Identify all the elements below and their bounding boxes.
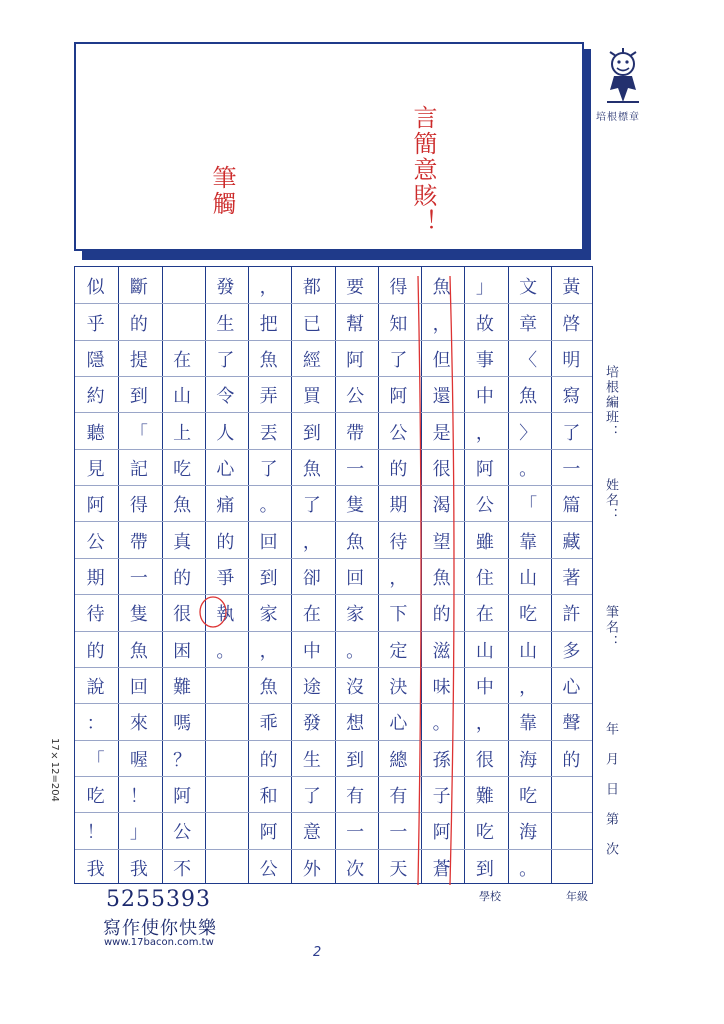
grid-row-line (75, 703, 592, 704)
handwritten-char: 了 (216, 349, 235, 371)
handwritten-char: 令 (216, 386, 235, 408)
handwritten-char: 。 (346, 640, 365, 662)
handwritten-char: ， (519, 677, 538, 699)
handwritten-char: 次 (346, 858, 365, 880)
handwritten-char: 提 (129, 349, 148, 371)
handwritten-char: 」 (475, 277, 494, 299)
handwritten-char: 公 (173, 822, 192, 844)
handwritten-char: 我 (129, 858, 148, 880)
handwritten-char: 的 (129, 313, 148, 335)
handwritten-char: 很 (173, 604, 192, 626)
handwritten-char (166, 310, 198, 336)
handwritten-char: 在 (302, 604, 321, 626)
handwritten-char: 到 (302, 422, 321, 444)
handwritten-char: 生 (216, 313, 235, 335)
handwritten-char: 途 (302, 677, 321, 699)
name-label: 姓名： (603, 478, 618, 523)
handwritten-char: 已 (302, 313, 321, 335)
sheet-size-label: 17×12=204 (49, 738, 60, 802)
handwritten-char: 魚 (259, 677, 278, 699)
handwritten-char: 天 (389, 858, 408, 880)
handwritten-char: ！ (129, 786, 148, 808)
handwritten-char: 明 (562, 349, 581, 371)
grid-row-line (75, 303, 592, 304)
handwritten-char: 子 (432, 786, 451, 808)
handwritten-char: 來 (129, 713, 148, 735)
handwritten-char: 啓 (562, 313, 581, 335)
footer-code: 5255393 (106, 887, 211, 912)
handwritten-char: 山 (519, 640, 538, 662)
grid-column-line (551, 267, 552, 883)
school-label: 學校 (479, 890, 501, 903)
handwritten-char: 外 (302, 858, 321, 880)
handwritten-char: 真 (173, 531, 192, 553)
handwritten-char: 到 (475, 858, 494, 880)
handwritten-char: 公 (475, 495, 494, 517)
handwritten-char: 痛 (216, 495, 235, 517)
handwritten-char: 中 (475, 386, 494, 408)
handwritten-char: 。 (259, 495, 278, 517)
grid-column-line (335, 267, 336, 883)
handwritten-char: 望 (432, 531, 451, 553)
handwritten-char: 魚 (432, 277, 451, 299)
handwritten-char: 魚 (346, 531, 365, 553)
handwritten-char: 到 (259, 568, 278, 589)
handwritten-char: 文 (519, 277, 538, 299)
handwritten-char: 心 (389, 713, 408, 735)
handwritten-char: 難 (173, 677, 192, 699)
handwritten-char: 。 (216, 640, 235, 662)
handwritten-char: 了 (302, 786, 321, 808)
handwritten-char: 魚 (519, 386, 538, 408)
handwritten-char: 但 (432, 349, 451, 371)
handwritten-char: 山 (475, 640, 494, 662)
handwritten-char: 雖 (475, 531, 494, 553)
grid-row-line (75, 812, 592, 813)
grade-label: 年級 (566, 890, 588, 903)
handwritten-char: 有 (346, 786, 365, 808)
grid-row-line (75, 849, 592, 850)
handwritten-char: 待 (86, 604, 105, 626)
grid-row-line (75, 449, 592, 450)
handwritten-char: 〈 (519, 349, 538, 371)
grid-row-line (75, 485, 592, 486)
handwritten-char: 在 (475, 604, 494, 626)
handwritten-char: 買 (302, 386, 321, 408)
handwritten-char: 經 (302, 349, 321, 371)
handwritten-char: 帶 (129, 531, 148, 553)
handwritten-char: 阿 (346, 349, 365, 371)
handwritten-char: 要 (346, 277, 365, 299)
handwritten-char: 一 (389, 822, 408, 844)
handwritten-char: 阿 (432, 822, 451, 844)
handwritten-char: 回 (129, 677, 148, 699)
handwritten-char: 知 (389, 313, 408, 335)
handwritten-char: 隻 (129, 604, 148, 626)
handwritten-char (166, 273, 198, 299)
handwritten-char: ， (259, 640, 278, 662)
handwritten-char: 事 (475, 349, 494, 371)
handwritten-char: 許 (562, 604, 581, 626)
handwritten-char: 吃 (173, 458, 192, 480)
handwritten-char: 發 (302, 713, 321, 735)
handwritten-char: 公 (259, 858, 278, 880)
handwritten-char: 中 (302, 640, 321, 662)
grid-row-line (75, 558, 592, 559)
handwritten-char: 山 (519, 568, 538, 589)
handwritten-char: 得 (129, 495, 148, 517)
handwritten-char: 心 (562, 677, 581, 699)
handwritten-char: 聽 (86, 422, 105, 444)
handwritten-char: 阿 (86, 495, 105, 517)
handwritten-char: 「 (86, 749, 105, 771)
handwritten-char: 得 (389, 277, 408, 299)
handwritten-char: 「 (519, 495, 538, 517)
grid-row-line (75, 667, 592, 668)
handwritten-char: 到 (346, 749, 365, 771)
handwritten-char: 約 (86, 386, 105, 408)
handwritten-char: 魚 (302, 458, 321, 480)
handwritten-char: 故 (475, 313, 494, 335)
handwritten-char: 記 (129, 458, 148, 480)
handwritten-char: 公 (86, 531, 105, 553)
handwritten-char: 魚 (129, 640, 148, 662)
handwritten-char: 住 (475, 568, 494, 589)
handwritten-char: 卻 (302, 568, 321, 589)
handwritten-char: ， (389, 568, 408, 589)
handwritten-char: ， (302, 531, 321, 553)
handwritten-char: 難 (475, 786, 494, 808)
handwritten-char: 公 (389, 422, 408, 444)
handwritten-char: 乎 (86, 313, 105, 335)
handwritten-char: 一 (562, 458, 581, 480)
handwritten-char: 見 (86, 458, 105, 480)
handwritten-char: 。 (519, 458, 538, 480)
handwritten-char: 吃 (519, 786, 538, 808)
grid-column-line (464, 267, 465, 883)
grid-row-line (75, 776, 592, 777)
handwritten-char: 吃 (475, 822, 494, 844)
grid-column-line (162, 267, 163, 883)
handwritten-char: 靠 (519, 531, 538, 553)
handwritten-char: 寫 (562, 386, 581, 408)
handwritten-char: 發 (216, 277, 235, 299)
class-label: 培根編班： (603, 365, 618, 440)
handwritten-char: ： (86, 713, 105, 735)
handwritten-char: 的 (216, 531, 235, 553)
handwritten-char: 執 (216, 604, 235, 626)
handwritten-char: 人 (216, 422, 235, 444)
handwritten-char: 下 (389, 604, 408, 626)
handwritten-char: 阿 (389, 386, 408, 408)
handwritten-char: 一 (346, 458, 365, 480)
handwritten-char: 心 (216, 458, 235, 480)
handwritten-char: 滋 (432, 640, 451, 662)
handwritten-char: 篇 (562, 495, 581, 517)
handwritten-char: 喔 (129, 749, 148, 771)
handwritten-char: 的 (86, 640, 105, 662)
teacher-comment-line-2: 筆觸 (208, 165, 236, 217)
handwritten-char: 生 (302, 749, 321, 771)
handwritten-char: 家 (259, 604, 278, 626)
handwritten-char: 海 (519, 749, 538, 771)
handwritten-char: 的 (389, 458, 408, 480)
handwritten-char: 「 (129, 422, 148, 444)
handwritten-char: ？ (173, 749, 192, 771)
handwritten-char: 海 (519, 822, 538, 844)
handwritten-char: 乖 (259, 713, 278, 735)
handwritten-char: 到 (129, 386, 148, 408)
handwritten-char: 不 (173, 858, 192, 880)
handwritten-char: 有 (389, 786, 408, 808)
handwritten-char: 吃 (86, 786, 105, 808)
handwritten-char: 一 (346, 822, 365, 844)
handwritten-char: 似 (86, 277, 105, 299)
handwritten-char: 期 (389, 495, 408, 517)
logo-label: 培根標章 (596, 112, 640, 123)
grid-column-line (378, 267, 379, 883)
bacon-mascot-logo-icon (602, 46, 644, 106)
handwritten-char: 的 (259, 749, 278, 771)
handwritten-char: 說 (86, 677, 105, 699)
handwritten-char: 困 (173, 640, 192, 662)
handwritten-char: 多 (562, 640, 581, 662)
handwritten-char: 藏 (562, 531, 581, 553)
handwritten-char: 吃 (519, 604, 538, 626)
handwritten-char: 幫 (346, 313, 365, 335)
handwritten-char: 孫 (432, 749, 451, 771)
grid-row-line (75, 340, 592, 341)
handwritten-char: 山 (173, 386, 192, 408)
handwritten-char: 上 (173, 422, 192, 444)
grid-column-line (118, 267, 119, 883)
handwritten-char: 在 (173, 349, 192, 371)
handwritten-char: ， (475, 713, 494, 735)
grid-row-line (75, 521, 592, 522)
handwritten-char: 阿 (259, 822, 278, 844)
handwritten-char: 意 (302, 822, 321, 844)
grid-row-line (75, 594, 592, 595)
penname-label: 筆名： (603, 605, 618, 650)
grid-row-line (75, 740, 592, 741)
handwritten-char: 都 (302, 277, 321, 299)
handwritten-char: 靠 (519, 713, 538, 735)
handwritten-char: 期 (86, 568, 105, 589)
handwritten-char: 沒 (346, 677, 365, 699)
grid-column-line (248, 267, 249, 883)
handwritten-char: 的 (173, 568, 192, 589)
handwritten-char: 。 (519, 858, 538, 880)
page-number: 2 (313, 945, 322, 960)
handwritten-char: 著 (562, 568, 581, 589)
grid-column-line (205, 267, 206, 883)
handwritten-char: 待 (389, 531, 408, 553)
handwritten-char: 爭 (216, 568, 235, 589)
handwritten-char: 隱 (86, 349, 105, 371)
handwritten-char: 是 (432, 422, 451, 444)
handwritten-char: 的 (562, 749, 581, 771)
handwritten-char: 的 (432, 604, 451, 626)
handwritten-char: 了 (389, 349, 408, 371)
handwritten-char: 魚 (173, 495, 192, 517)
handwritten-char: 弄 (259, 386, 278, 408)
handwritten-char: 回 (259, 531, 278, 553)
handwritten-char: 家 (346, 604, 365, 626)
handwritten-char: 把 (259, 313, 278, 335)
handwritten-char: ， (432, 313, 451, 335)
handwritten-char: ！ (86, 822, 105, 844)
handwritten-char: 帶 (346, 422, 365, 444)
handwritten-char: 黃 (562, 277, 581, 299)
handwritten-char: 很 (475, 749, 494, 771)
handwritten-char: 了 (259, 458, 278, 480)
handwritten-char: 阿 (173, 786, 192, 808)
handwritten-char: 公 (346, 386, 365, 408)
grid-row-line (75, 412, 592, 413)
handwritten-char: 丟 (259, 422, 278, 444)
footer-website: www.17bacon.com.tw (104, 937, 214, 948)
handwritten-char: ， (259, 277, 278, 299)
handwritten-char: 了 (562, 422, 581, 444)
footer-slogan: 寫作使你快樂 (103, 918, 217, 939)
handwritten-char: 嗎 (173, 713, 192, 735)
teacher-comment-box (74, 42, 584, 251)
handwritten-char: 一 (129, 568, 148, 589)
handwritten-char: 回 (346, 568, 365, 589)
handwritten-char: 決 (389, 677, 408, 699)
handwritten-char: 蒼 (432, 858, 451, 880)
handwritten-char: 」 (129, 822, 148, 844)
handwritten-char: 。 (432, 713, 451, 735)
date-label: 年 月 日 第 次 (603, 722, 618, 857)
handwritten-char: 定 (389, 640, 408, 662)
handwritten-char: 我 (86, 858, 105, 880)
handwritten-char: 味 (432, 677, 451, 699)
handwritten-char: ， (475, 422, 494, 444)
handwritten-char: 總 (389, 749, 408, 771)
grid-row-line (75, 376, 592, 377)
handwritten-char: 和 (259, 786, 278, 808)
handwritten-char: 隻 (346, 495, 365, 517)
grid-column-line (508, 267, 509, 883)
grid-column-line (421, 267, 422, 883)
handwritten-char: 渴 (432, 495, 451, 517)
handwritten-char: 斷 (129, 277, 148, 299)
handwritten-char: 〉 (519, 422, 538, 444)
handwritten-char: 魚 (432, 568, 451, 589)
handwritten-char: 了 (302, 495, 321, 517)
grid-row-line (75, 631, 592, 632)
handwritten-char: 章 (519, 313, 538, 335)
teacher-comment-line-1: 言簡意賅！ (409, 105, 437, 235)
handwritten-char: 聲 (562, 713, 581, 735)
handwritten-char: 阿 (475, 458, 494, 480)
handwritten-char: 很 (432, 458, 451, 480)
handwritten-char: 中 (475, 677, 494, 699)
handwritten-char: 想 (346, 713, 365, 735)
handwritten-char: 魚 (259, 349, 278, 371)
grid-column-line (291, 267, 292, 883)
handwritten-char: 還 (432, 386, 451, 408)
